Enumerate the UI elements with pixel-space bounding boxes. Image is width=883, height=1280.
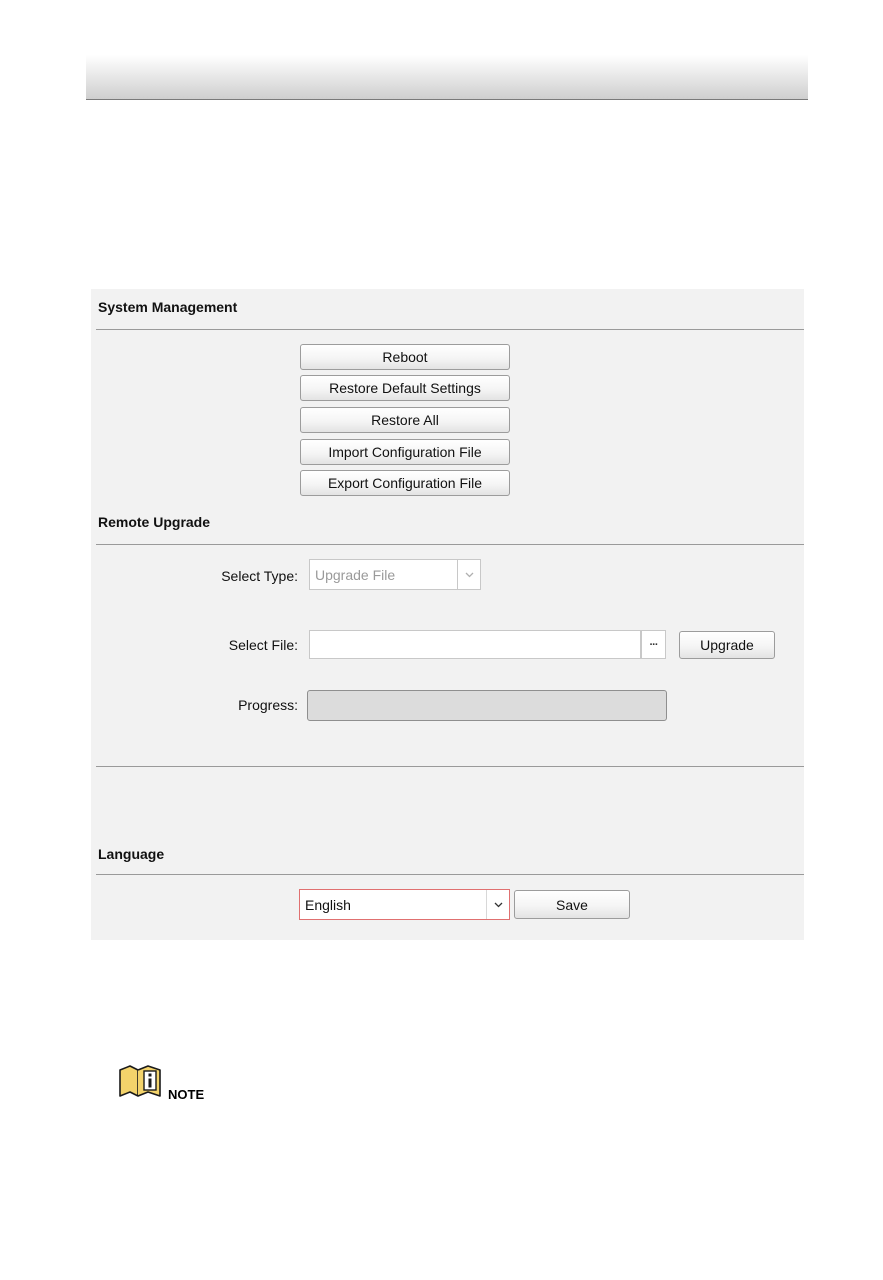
select-file-input[interactable] [309, 630, 641, 659]
restore-default-settings-button[interactable]: Restore Default Settings [300, 375, 510, 401]
progress-label: Progress: [238, 697, 298, 713]
page-header-bar [86, 55, 808, 100]
remote-upgrade-bottom-divider [96, 766, 804, 767]
system-settings-panel [91, 289, 804, 940]
select-type-value: Upgrade File [315, 566, 396, 583]
remote-upgrade-title: Remote Upgrade [98, 514, 211, 530]
system-management-divider [96, 329, 804, 330]
chevron-down-icon [457, 560, 480, 589]
language-dropdown[interactable] [299, 889, 510, 920]
language-title: Language [98, 846, 165, 862]
system-management-title: System Management [98, 299, 238, 315]
language-divider [96, 874, 804, 875]
language-value: English [305, 896, 351, 913]
upgrade-button[interactable]: Upgrade [679, 631, 775, 659]
restore-all-button[interactable]: Restore All [300, 407, 510, 433]
note-label: NOTE [168, 1087, 205, 1102]
import-configuration-file-button[interactable]: Import Configuration File [300, 439, 510, 465]
note-heading [118, 1068, 204, 1104]
upgrade-progress-bar [307, 690, 667, 721]
browse-file-button[interactable]: ··· [641, 630, 666, 659]
reboot-button[interactable]: Reboot [300, 344, 510, 370]
chevron-down-icon [486, 890, 509, 919]
select-type-label: Select Type: [221, 568, 298, 584]
export-configuration-file-button[interactable]: Export Configuration File [300, 470, 510, 496]
select-type-dropdown[interactable] [309, 559, 481, 590]
save-language-button[interactable]: Save [514, 890, 630, 919]
note-book-icon [118, 1063, 162, 1104]
select-file-label: Select File: [228, 637, 298, 653]
remote-upgrade-divider [96, 544, 804, 545]
